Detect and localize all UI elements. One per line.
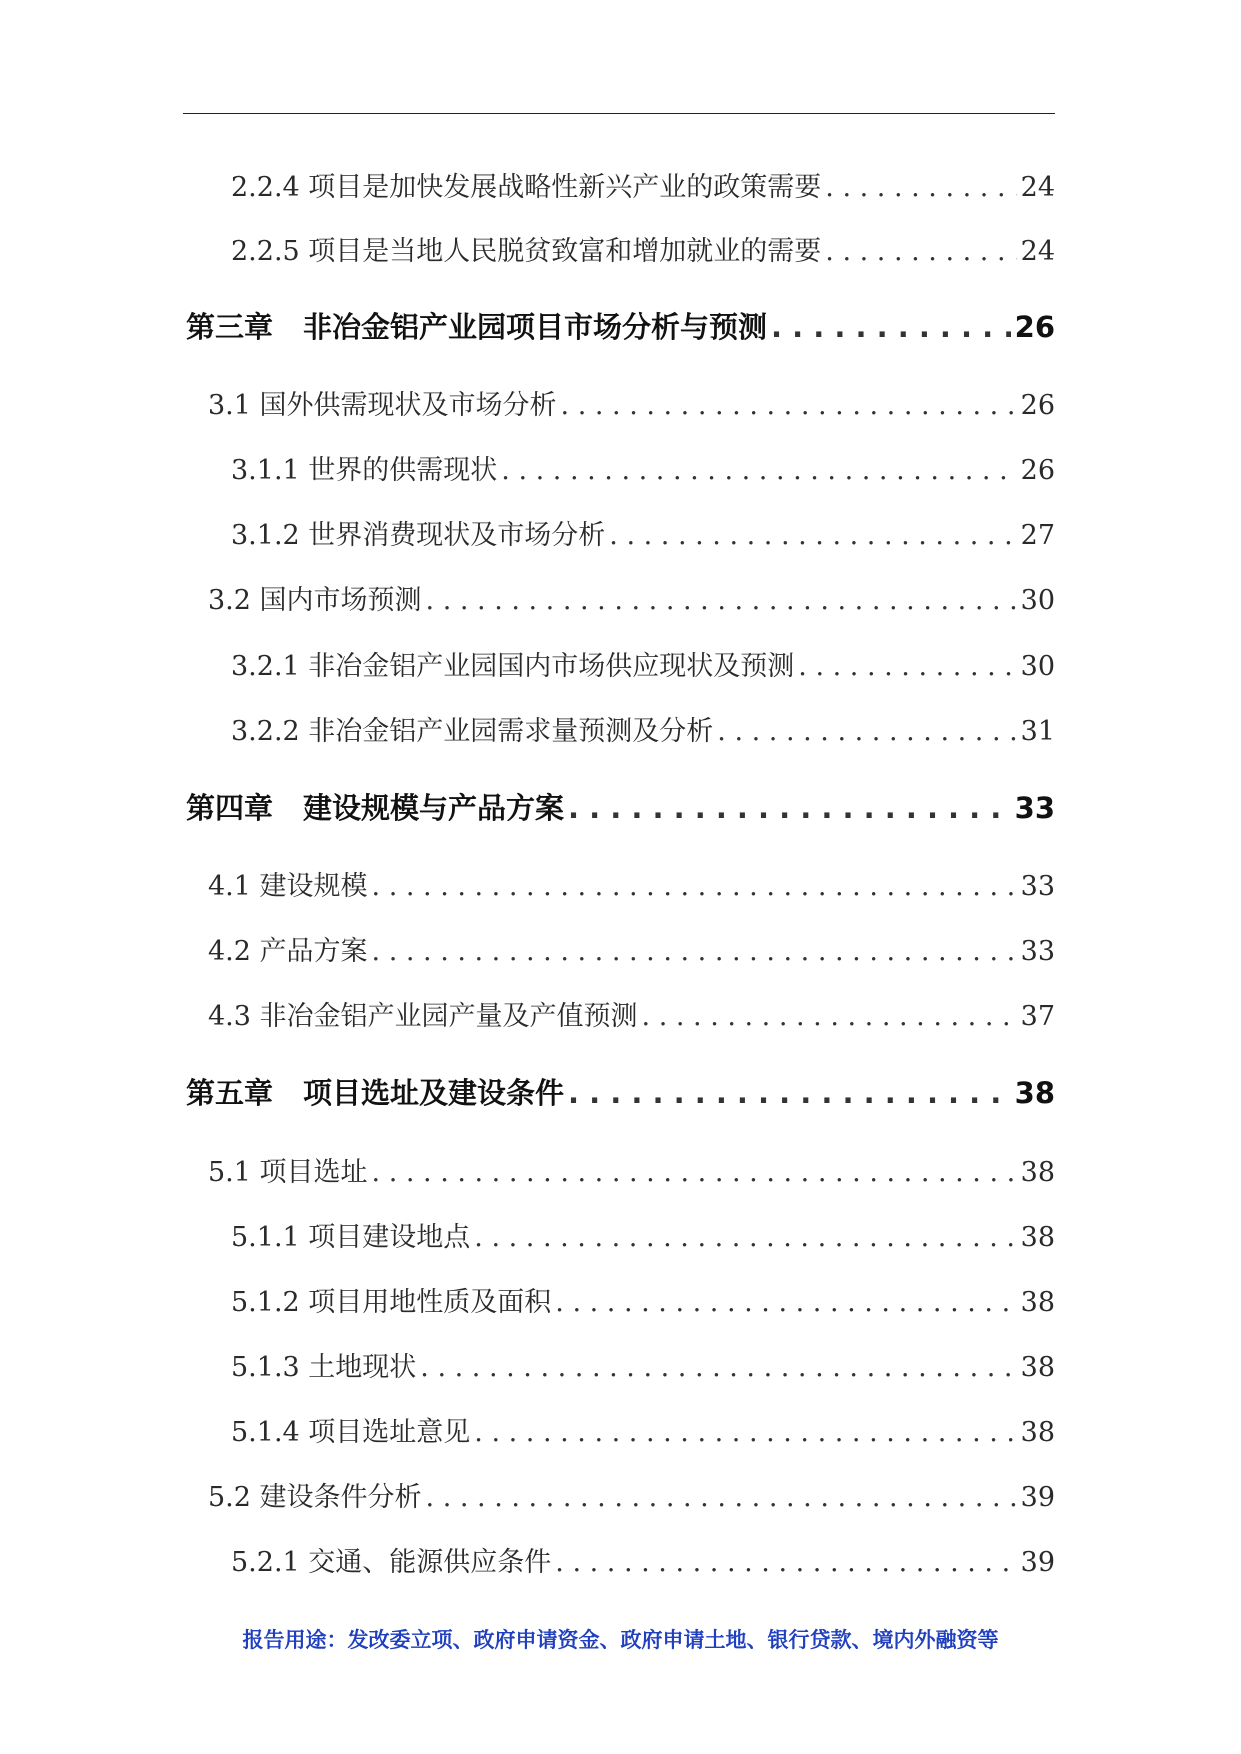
- toc-entry-5-1-1[interactable]: [231, 1215, 1055, 1255]
- toc-entry-label: 5.1 项目选址: [208, 1157, 368, 1188]
- dot-leader: [825, 172, 1016, 203]
- toc-entry-5-2-1[interactable]: [231, 1540, 1055, 1580]
- dot-leader: [372, 936, 1017, 967]
- toc-page-number: 27: [1020, 520, 1055, 551]
- toc-entry-label: 3.2.2 非冶金铝产业园需求量预测及分析: [231, 716, 714, 747]
- dot-leader: [798, 651, 1016, 682]
- toc-entry-label: 3.1.2 世界消费现状及市场分析: [231, 520, 606, 551]
- toc-entry-2-2-5[interactable]: [231, 229, 1055, 269]
- toc-page-number: 38: [1020, 1287, 1055, 1318]
- toc-page-number: 24: [1020, 172, 1055, 203]
- toc-page-number: 33: [1020, 871, 1055, 902]
- toc-entry-3-1-2[interactable]: [231, 513, 1055, 553]
- toc-entry-label: 2.2.5 项目是当地人民脱贫致富和增加就业的需要: [231, 236, 822, 267]
- toc-chapter-3[interactable]: [186, 305, 1055, 345]
- toc-page-number: 38: [1020, 1157, 1055, 1188]
- toc-page-number: 38: [1020, 1417, 1055, 1448]
- toc-entry-label: 5.1.4 项目选址意见: [231, 1417, 471, 1448]
- chapter-number: 第三章: [186, 310, 274, 344]
- dot-leader: [426, 1482, 1017, 1513]
- toc-entry-label: 5.1.1 项目建设地点: [231, 1222, 471, 1253]
- toc-entry-label: 3.2.1 非冶金铝产业园国内市场供应现状及预测: [231, 651, 795, 682]
- toc-entry-3-1[interactable]: [208, 383, 1055, 423]
- toc-entry-3-2[interactable]: [208, 578, 1055, 618]
- chapter-title: 非冶金铝产业园项目市场分析与预测: [303, 310, 768, 344]
- dot-leader: [474, 1222, 1016, 1253]
- toc-page-number: 33: [1020, 936, 1055, 967]
- toc-entry-label: 4.3 非冶金铝产业园产量及产值预测: [208, 1001, 638, 1032]
- toc-entry-5-1[interactable]: [208, 1150, 1055, 1190]
- chapter-number: 第五章: [186, 1076, 274, 1110]
- toc-page-number: 24: [1020, 236, 1055, 267]
- toc-entry-4-3[interactable]: [208, 994, 1055, 1034]
- dot-leader: [372, 1157, 1017, 1188]
- dot-leader: [420, 1352, 1016, 1383]
- toc-page-number: 38: [1020, 1222, 1055, 1253]
- toc-entry-3-2-1[interactable]: [231, 644, 1055, 684]
- dot-leader: [568, 1076, 1011, 1110]
- toc-entry-label: 3.2 国内市场预测: [208, 585, 422, 616]
- toc-entry-2-2-4[interactable]: [231, 165, 1055, 205]
- toc-entry-5-1-2[interactable]: [231, 1280, 1055, 1320]
- toc-page-number: 26: [1014, 310, 1055, 344]
- dot-leader: [372, 871, 1017, 902]
- toc-page-number: 39: [1020, 1547, 1055, 1578]
- toc-page-number: 37: [1020, 1001, 1055, 1032]
- toc-entry-3-1-1[interactable]: [231, 448, 1055, 488]
- toc-page-number: 39: [1020, 1482, 1055, 1513]
- toc-entry-label: 3.1.1 世界的供需现状: [231, 455, 498, 486]
- toc-entry-label: 5.1.2 项目用地性质及面积: [231, 1287, 552, 1318]
- chapter-title: 建设规模与产品方案: [303, 791, 565, 825]
- dot-leader: [717, 716, 1016, 747]
- toc-entry-label: 5.2 建设条件分析: [208, 1482, 422, 1513]
- toc-entry-3-2-2[interactable]: [231, 709, 1055, 749]
- toc-page-number: 30: [1020, 651, 1055, 682]
- chapter-number: 第四章: [186, 791, 274, 825]
- dot-leader: [555, 1547, 1016, 1578]
- toc-page-number: 33: [1014, 791, 1055, 825]
- dot-leader: [474, 1417, 1016, 1448]
- toc-page-number: 38: [1014, 1076, 1055, 1110]
- toc-entry-label: 4.2 产品方案: [208, 936, 368, 967]
- dot-leader: [825, 236, 1016, 267]
- toc-page-number: 38: [1020, 1352, 1055, 1383]
- dot-leader: [555, 1287, 1016, 1318]
- toc-page-number: 26: [1020, 390, 1055, 421]
- toc-entry-5-2[interactable]: [208, 1475, 1055, 1515]
- report-purpose-footer: 报告用途：发改委立项、政府申请资金、政府申请土地、银行贷款、境内外融资等: [242, 1628, 999, 1652]
- toc-entry-4-2[interactable]: [208, 929, 1055, 969]
- toc-chapter-5[interactable]: [186, 1071, 1055, 1111]
- dot-leader: [609, 520, 1016, 551]
- toc-entry-label: 3.1 国外供需现状及市场分析: [208, 390, 557, 421]
- toc-entry-4-1[interactable]: [208, 864, 1055, 904]
- toc-chapter-4[interactable]: [186, 786, 1055, 826]
- toc-entry-5-1-4[interactable]: [231, 1410, 1055, 1450]
- toc-entry-5-1-3[interactable]: [231, 1345, 1055, 1385]
- toc-page-number: 30: [1020, 585, 1055, 616]
- dot-leader: [568, 791, 1011, 825]
- toc-page-number: 31: [1020, 716, 1055, 747]
- toc-entry-label: 5.2.1 交通、能源供应条件: [231, 1547, 552, 1578]
- toc-entry-label: 2.2.4 项目是加快发展战略性新兴产业的政策需要: [231, 172, 822, 203]
- toc-entry-label: 5.1.3 土地现状: [231, 1352, 417, 1383]
- toc-entry-label: 4.1 建设规模: [208, 871, 368, 902]
- dot-leader: [561, 390, 1017, 421]
- toc-page-number: 26: [1020, 455, 1055, 486]
- dot-leader: [426, 585, 1017, 616]
- dot-leader: [771, 310, 1011, 344]
- chapter-title: 项目选址及建设条件: [303, 1076, 565, 1110]
- dot-leader: [642, 1001, 1017, 1032]
- dot-leader: [501, 455, 1016, 486]
